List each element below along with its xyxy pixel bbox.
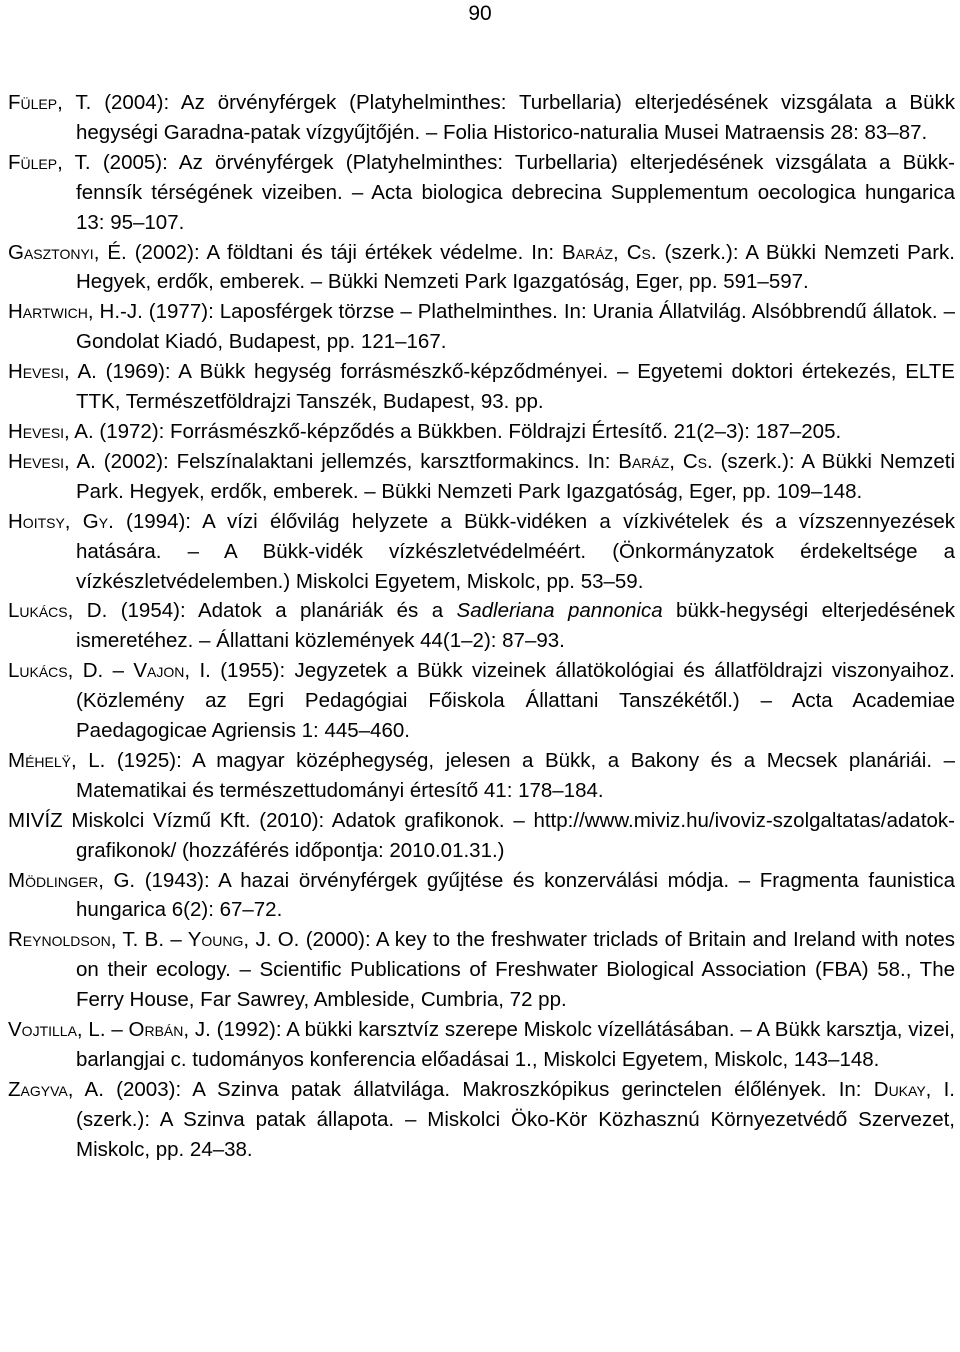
reference-authors: Zagyva, A. [8, 1077, 104, 1101]
reference-item [8, 1075, 955, 1165]
reference-item [8, 417, 955, 447]
reference-authors: Hoitsy, Gy. [8, 509, 114, 533]
reference-text: (2002): A földtani és táji értékek védelme. In: [126, 240, 563, 264]
reference-item [8, 357, 955, 417]
reference-text: (2004): Az örvényférgek (Platyhelminthes: Turbellaria) elterjedésének vizsgálata a Bükk hegységi Garadna-patak vízgyűjtőjén. – Folia Historico-naturalia Musei Matraensis 28: 83–87. [76, 91, 955, 144]
reference-item [8, 447, 955, 507]
reference-item [8, 297, 955, 357]
reference-authors: Lukács, D. – Vajon, I. [8, 659, 211, 683]
reference-editor: Baráz, Cs. [618, 449, 713, 473]
reference-list [8, 88, 955, 1165]
reference-text: (1992): A bükki karsztvíz szerepe Miskolc vízellátásában. – A Bükk karsztja, vizei, barlangjai c. tudományos konferencia előadásai 1., Miskolci Egyetem, Miskolc, 143–148. [76, 1018, 955, 1071]
reference-item [8, 656, 955, 746]
reference-authors: Lukács, D. [8, 599, 108, 623]
reference-text: (1969): A Bükk hegység forrásmészkő-képződményei. – Egyetemi doktori értekezés, ELTE TTK, Természetföldrajzi Tanszék, Budapest, 93. pp. [76, 360, 955, 414]
reference-text: (2002): Felszínalaktani jellemzés, karsztformakincs. In: [95, 449, 619, 473]
reference-item [8, 866, 955, 926]
reference-authors: Hevesi, A. [8, 360, 97, 384]
reference-text: (1943): A hazai örvényférgek gyűjtése és konzerválási módja. – Fragmenta faunistica hungarica 6(2): 67–72. [76, 868, 956, 922]
reference-item [8, 238, 955, 298]
reference-item [8, 88, 955, 148]
reference-authors: Hevesi, A. [8, 419, 94, 443]
reference-authors: Hevesi, A. [8, 449, 96, 473]
reference-text: MIVÍZ Miskolci Vízmű Kft. (2010): Adatok grafikonok. – http://www.miviz.hu/ivoviz-szolgaltatas/adatok-grafikonok/ (hozzáférés időpontja: 2010.01.31.) [8, 808, 955, 862]
reference-text: (2000): A key to the freshwater triclads of Britain and Ireland with notes on their ecology. – Scientific Publications of Freshwater Biological Association (FBA) 58., The Ferry House, Far Sawrey, Ambleside, Cumbria, 72 pp. [76, 928, 956, 1012]
reference-species-name: Sadleriana pannonica [456, 599, 663, 623]
reference-authors: Gasztonyi, É. [8, 240, 127, 264]
reference-text: (1977): Laposférgek törzse – Plathelminthes. In: Urania Állatvilág. Alsóbbrendű állatok. – Gondolat Kiadó, Budapest, pp. 121–167. [76, 300, 955, 354]
reference-text-continued: bükk-hegységi elterjedésének ismeretéhez. – Állattani közlemények 44(1–2): 87–93. [76, 599, 955, 653]
reference-item [8, 507, 955, 597]
reference-text: (1954): Adatok a planáriák és a [107, 599, 457, 623]
reference-authors: Méhelÿ, L. [8, 748, 106, 772]
reference-item [8, 596, 955, 656]
reference-item [8, 925, 955, 1015]
reference-text: (1955): Jegyzetek a Bükk vizeinek állatökológiai és állatföldrajzi viszonyaihoz. (Közlemény az Egri Pedagógiai Főiskola Állattani Tanszékétől.) – Acta Academiae Paedagogicae Agriensis 1: 445–460. [76, 659, 955, 743]
reference-authors: Reynoldson, T. B. – Young, J. O. [8, 928, 300, 952]
reference-text: (2003): A Szinva patak állatvilága. Makroszkópikus gerinctelen élőlények. In: [103, 1077, 874, 1101]
reference-item [8, 806, 955, 866]
reference-text-continued: (szerk.): A Szinva patak állapota. – Miskolci Öko-Kör Közhasznú Környezetvédő Szervezet, Miskolc, pp. 24–38. [76, 1107, 955, 1161]
page-number: 90 [468, 2, 492, 25]
reference-text: (1925): A magyar középhegység, jelesen a Bükk, a Bakony és a Mecsek planáriái. – Matematikai és természettudományi értesítő 41: 178–184. [76, 748, 955, 802]
reference-text: (1994): A vízi élővilág helyzete a Bükk-vidéken a vízkivételek és a vízszennyezések hatására. – A Bükk-vidék vízkészletvédelméért. (Önkormányzatok érdekeltsége a vízkészletvédelemben.) Miskolci Egyetem, Miskolc, pp. 53–59. [76, 509, 955, 593]
reference-item [8, 746, 955, 806]
reference-text-continued: (szerk.): A Bükki Nemzeti Park. Hegyek, erdők, emberek. – Bükki Nemzeti Park Igazgatóság, Eger, pp. 109–148. [76, 449, 955, 503]
reference-editor: Dukay, I. [873, 1077, 955, 1101]
reference-item [8, 148, 955, 238]
reference-editor: Baráz, Cs. [562, 240, 657, 264]
reference-text: (2005): Az örvényférgek (Platyhelminthes: Turbellaria) elterjedésének vizsgálata a Bükk-fennsík térségének vizeiben. – Acta biologica debrecina Supplementum oecologica hungarica 13: 95–107. [76, 150, 956, 234]
reference-item [8, 1015, 955, 1075]
reference-text-continued: (szerk.): A Bükki Nemzeti Park. Hegyek, erdők, emberek. – Bükki Nemzeti Park Igazgatóság, Eger, pp. 591–597. [76, 240, 955, 294]
reference-text: (1972): Forrásmészkő-képződés a Bükkben. Földrajzi Értesítő. 21(2–3): 187–205. [93, 419, 842, 443]
reference-authors: Mödlinger, G. [8, 868, 136, 892]
reference-authors: Fülep, T. [8, 91, 92, 114]
reference-authors: Hartwich, H.-J. [8, 300, 143, 324]
reference-authors: Fülep, T. [8, 150, 91, 174]
reference-authors: Vojtilla, L. – Orbán, J. [8, 1018, 211, 1042]
